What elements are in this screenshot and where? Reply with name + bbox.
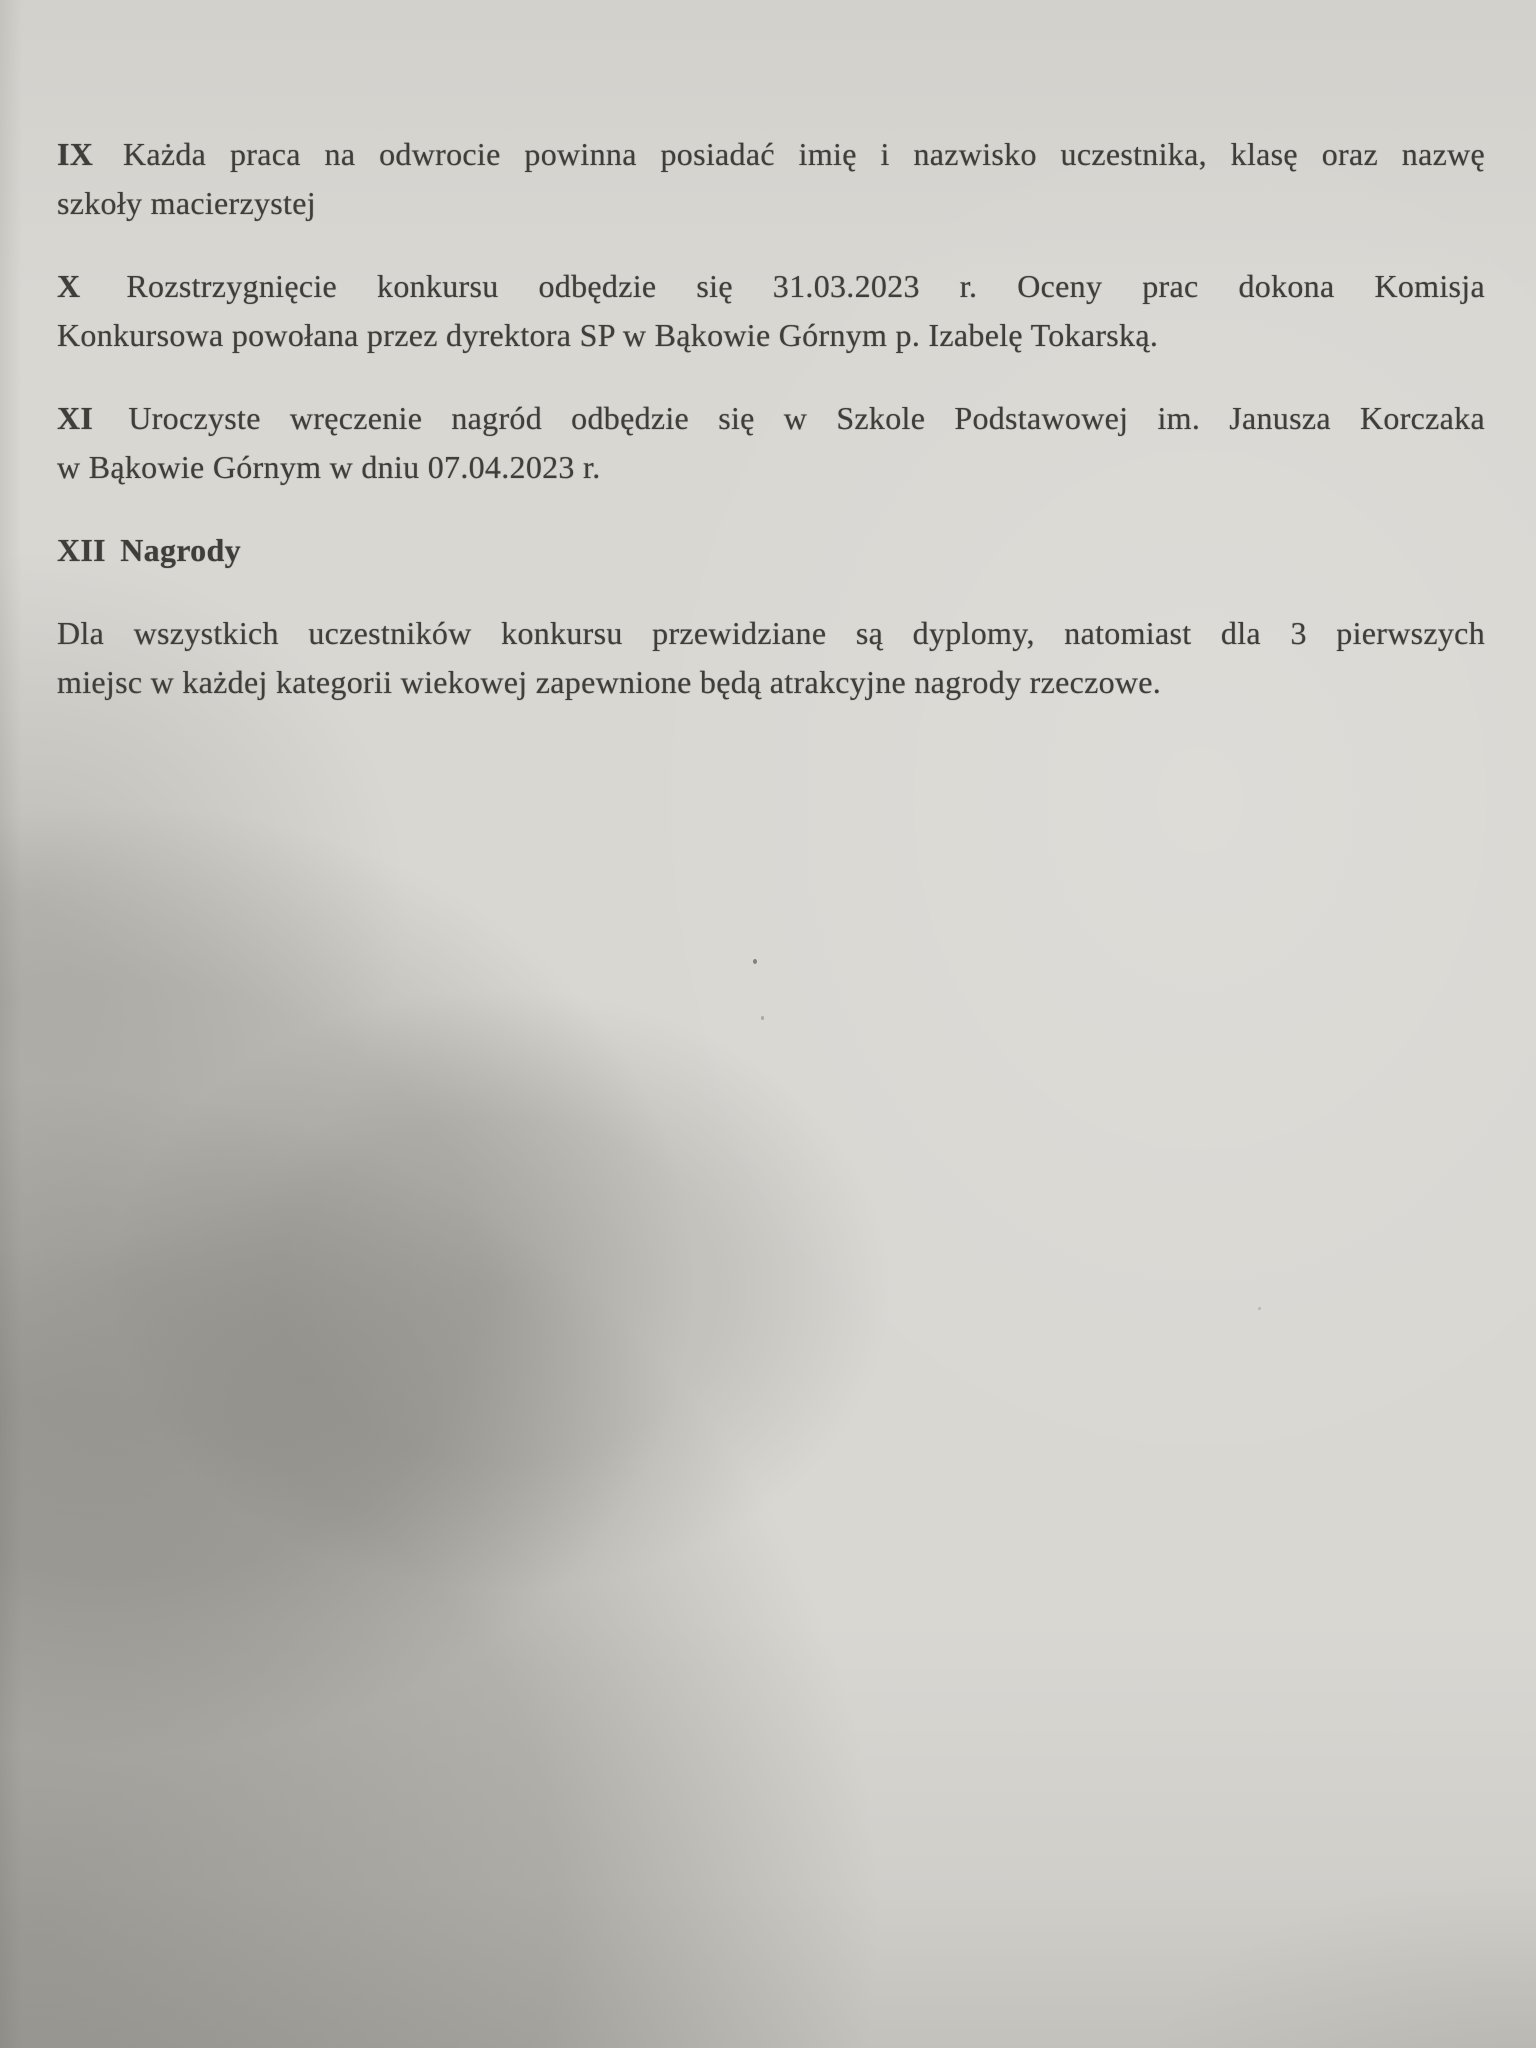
text-line [57, 311, 1485, 360]
text-run: Rozstrzygnięcie konkursu odbędzie się 31.03.2023 r. Oceny prac dokona Komisja [126, 268, 1485, 304]
heading-text: Nagrody [120, 532, 241, 568]
section-numeral: X [57, 268, 81, 304]
text-line [57, 394, 1485, 443]
text-line [57, 130, 1485, 179]
section-numeral: IX [57, 136, 94, 172]
section-heading [57, 526, 1485, 575]
text-line [57, 609, 1485, 658]
section-xi [57, 394, 1485, 492]
text-run: w Bąkowie Górnym w dniu 07.04.2023 r. [57, 449, 601, 485]
paper-speck [761, 1016, 764, 1020]
paper-speck [1258, 1307, 1261, 1310]
text-run: Konkursowa powołana przez dyrektora SP w Bąkowie Górnym p. Izabelę Tokarską. [57, 317, 1159, 353]
text-run: Dla wszystkich uczestników konkursu przewidziane są dyplomy, natomiast dla 3 pierwszych [57, 615, 1485, 651]
section-xii-heading [57, 526, 1485, 575]
text-line [57, 658, 1485, 707]
text-run: Każda praca na odwrocie powinna posiadać imię i nazwisko uczestnika, klasę oraz nazwę [122, 136, 1485, 172]
text-run: szkoły macierzystej [57, 185, 316, 221]
document-text [0, 0, 1536, 741]
paper-speck [753, 959, 757, 964]
section-ix [57, 130, 1485, 228]
text-line [57, 262, 1485, 311]
section-numeral: XII [57, 532, 106, 568]
section-nagrody-body [57, 609, 1485, 707]
text-line [57, 443, 1485, 492]
text-run: miejsc w każdej kategorii wiekowej zapewnione będą atrakcyjne nagrody rzeczowe. [57, 664, 1162, 700]
section-numeral: XI [57, 400, 94, 436]
section-x [57, 262, 1485, 360]
text-line [57, 179, 1485, 228]
text-run: Uroczyste wręczenie nagród odbędzie się w Szkole Podstawowej im. Janusza Korczaka [128, 400, 1485, 436]
